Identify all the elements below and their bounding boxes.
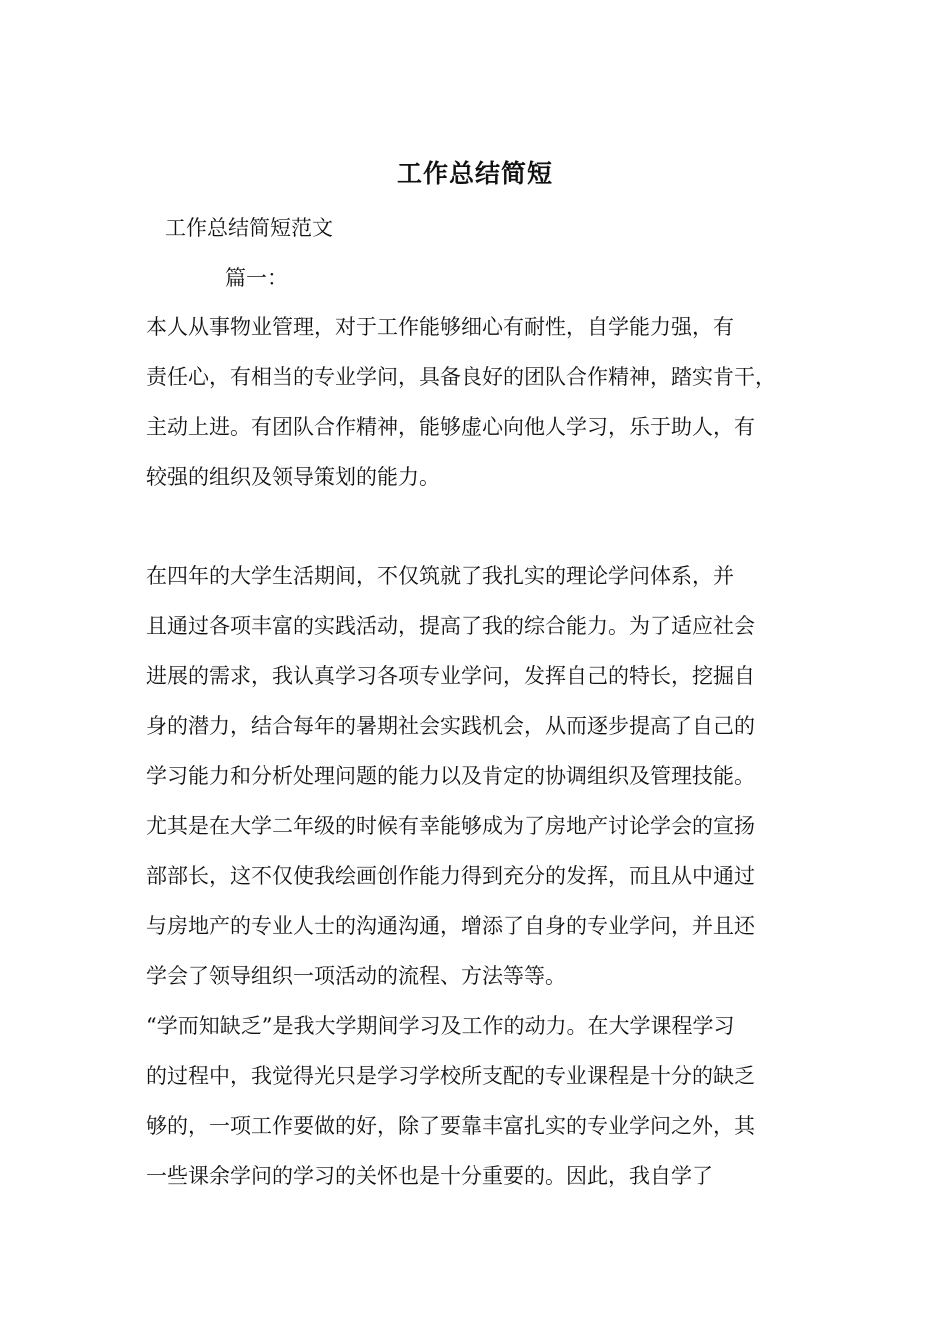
- paragraph-2-line: 进展的需求，我认真学习各项专业学问，发挥自己的特长，挖掘自: [146, 664, 755, 688]
- paragraph-1-line: 主动上进。有团队合作精神，能够虚心向他人学习，乐于助人，有: [146, 415, 755, 439]
- paragraph-2-line: 且通过各项丰富的实践活动，提高了我的综合能力。为了适应社会: [146, 614, 755, 638]
- paragraph-2-line: 身的潜力，结合每年的暑期社会实践机会，从而逐步提高了自己的: [146, 714, 755, 738]
- document-subtitle: 工作总结简短范文: [165, 216, 333, 240]
- paragraph-2-line: 学会了领导组织一项活动的流程、方法等等。: [146, 964, 566, 988]
- paragraph-1-line: 本人从事物业管理，对于工作能够细心有耐性，自学能力强，有: [146, 315, 734, 339]
- paragraph-3-line: 一些课余学问的学习的关怀也是十分重要的。因此，我自学了: [146, 1164, 713, 1188]
- document-title: 工作总结简短: [396, 159, 553, 188]
- paragraph-2-line: 部部长，这不仅使我绘画创作能力得到充分的发挥，而且从中通过: [146, 864, 755, 888]
- paragraph-1-line: 责任心，有相当的专业学问，具备良好的团队合作精神，踏实肯干，: [146, 365, 776, 389]
- paragraph-3-line: 的过程中，我觉得光只是学习学校所支配的专业课程是十分的缺乏: [146, 1064, 755, 1088]
- paragraph-3-line: 够的，一项工作要做的好，除了要靠丰富扎实的专业学问之外，其: [146, 1114, 755, 1138]
- paragraph-1-line: 较强的组织及领导策划的能力。: [146, 465, 440, 489]
- paragraph-2-line: 在四年的大学生活期间，不仅筑就了我扎实的理论学问体系，并: [146, 564, 734, 588]
- paragraph-2-line: 尤其是在大学二年级的时候有幸能够成为了房地产讨论学会的宣扬: [146, 814, 755, 838]
- section-label: 篇一：: [225, 266, 288, 290]
- paragraph-2-line: 与房地产的专业人士的沟通沟通，增添了自身的专业学问，并且还: [146, 914, 755, 938]
- paragraph-3-line: “学而知缺乏”是我大学期间学习及工作的动力。在大学课程学习: [146, 1014, 735, 1038]
- paragraph-2-line: 学习能力和分析处理问题的能力以及肯定的协调组织及管理技能。: [146, 764, 755, 788]
